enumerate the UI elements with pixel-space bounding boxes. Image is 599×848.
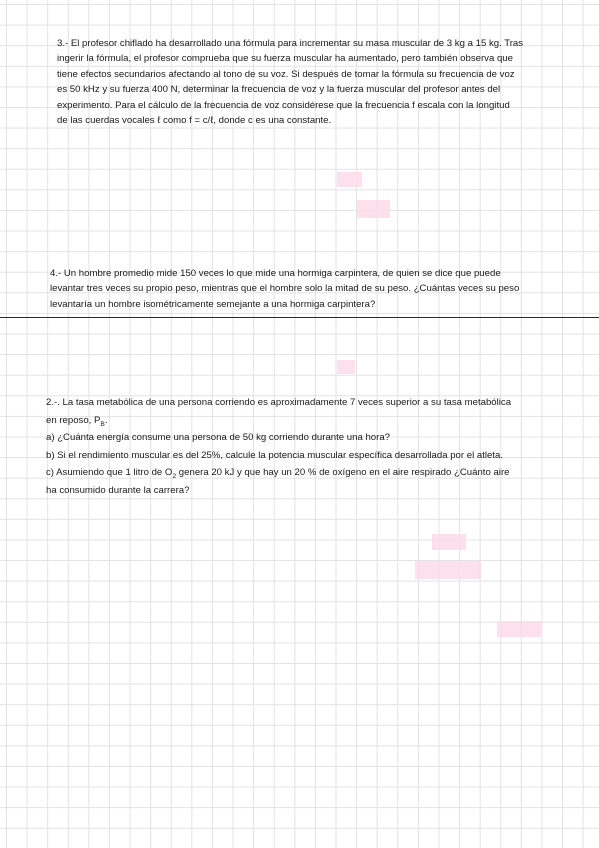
problem-3-line: ingerir la fórmula, el profesor comprueba que su fuerza muscular ha aumentado, pero también observa que [57,53,513,65]
highlight-box [415,561,481,579]
problem-3-line: 3.- El profesor chiflado ha desarrollado una fórmula para incrementar su masa muscular de 3 kg a 15 kg. Tras [57,38,524,49]
problem-2-intro-2-prefix: en reposo, P [46,414,101,426]
problem-4-line: levantaría un hombre isométricamente semejante a una hormiga carpintera? [50,298,376,310]
problem-2-part-c-prefix: c) Asumiendo que 1 litro de O [46,467,173,478]
problem-2 [46,394,556,499]
oxygen-subscript: 2 [172,472,177,480]
basal-rate-subscript: B [100,420,105,428]
highlight-box [337,172,362,187]
problem-2-part-c-line-2: ha consumido durante la carrera? [46,484,190,496]
problem-3-line: es 50 kHz y su fuerza 400 N, determinar la frecuencia de voz y la fuerza muscular del profesor antes del [57,84,501,96]
problem-2-intro: 2.-. La tasa metabólica de una persona corriendo es aproximadamente 7 veces superior a su tasa metabólica [46,397,512,408]
highlight-box [357,200,390,218]
highlight-box [432,534,466,550]
problem-2-intro-2 [46,412,556,430]
problem-3-line: de las cuerdas vocales ℓ como f = c/ℓ, donde c es una constante. [57,115,332,127]
problem-4 [50,266,564,312]
problem-3-line: experimento. Para el cálculo de la frecuencia de voz considérese que la frecuencia f escala con la longitud [57,99,510,111]
problem-3-line: tiene efectos secundarios afectando al tono de su voz. Si después de tomar la fórmula su frecuencia de voz [57,68,515,80]
problem-2-part-c-suffix: genera 20 kJ y que hay un 20 % de oxígeno en el aire respirado ¿Cuánto aire [176,467,510,478]
problem-3 [57,36,552,128]
problem-2-part-a: a) ¿Cuánta energía consume una persona de 50 kg corriendo durante una hora? [46,432,391,443]
problem-2-part-c [46,464,556,482]
problem-2-part-b: b) Si el rendimiento muscular es del 25%, calcule la potencia muscular específica desarrollada por el atleta. [46,449,504,461]
highlight-box [337,360,355,374]
problem-2-intro-2-suffix: . [104,414,108,426]
section-divider [0,317,599,318]
problem-4-line: 4.- Un hombre promedio mide 150 veces lo que mide una hormiga carpintera, de quien se dice que puede [50,268,501,279]
highlight-box [497,621,541,637]
problem-4-line: levantar tres veces su propio peso, mientras que el hombre solo la mitad de su peso. ¿Cuántas veces su peso [50,283,520,295]
